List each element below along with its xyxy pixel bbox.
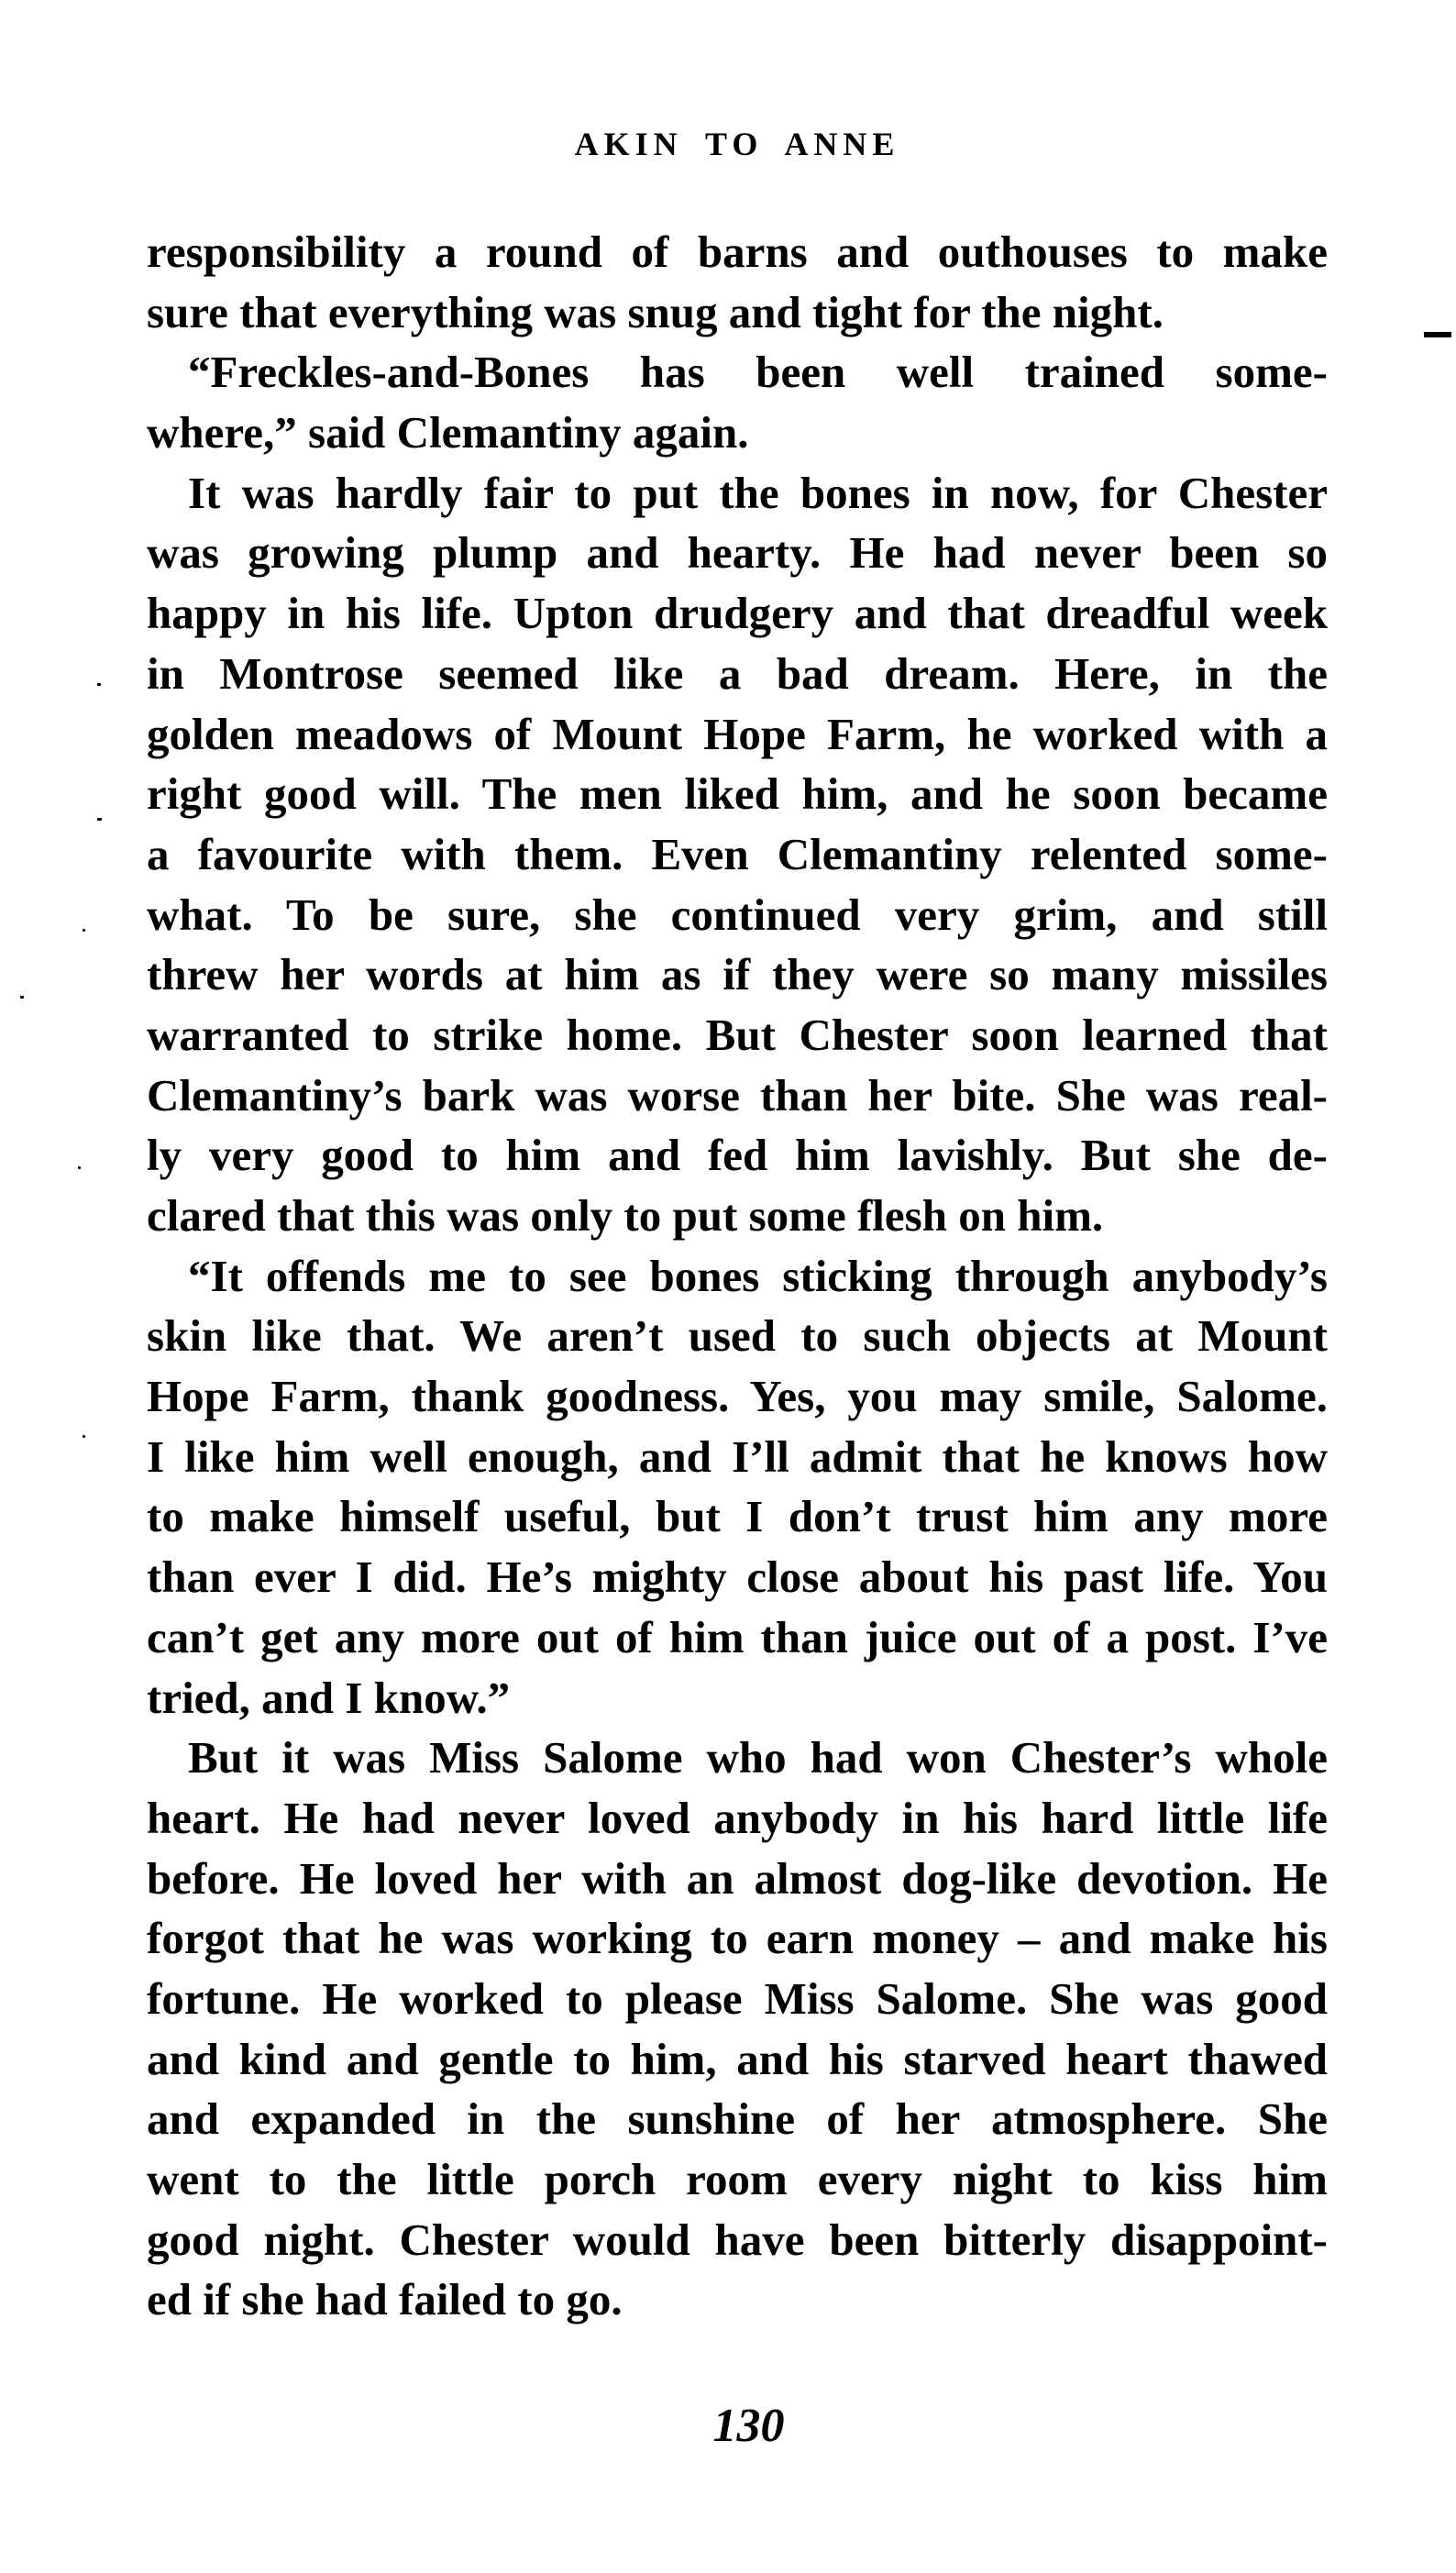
running-header: AKIN TO ANNE [574,126,900,162]
text-line: good night. Chester would have been bitterly disappoint- [147,2214,1328,2265]
scan-speck [97,683,101,686]
text-line: responsibility a round of barns and outhouses to make [147,226,1328,277]
text-line: ed if she had failed to go. [147,2274,623,2325]
text-line: threw her words at him as if they were so many missiles [147,949,1328,1000]
text-line: and kind and gentle to him, and his starved heart thawed [147,2033,1328,2084]
text-line: went to the little porch room every night to kiss him [147,2154,1328,2204]
scan-speck [78,1166,81,1169]
text-line: and expanded in the sunshine of her atmosphere. She [147,2093,1328,2145]
scan-speck [83,929,85,932]
text-line: right good will. The men liked him, and he soon became [147,768,1328,820]
text-line: what. To be sure, she continued very grim, and still [147,889,1328,940]
text-line: happy in his life. Upton drudgery and that dreadful week [147,588,1328,639]
text-line: tried, and I know.” [147,1672,511,1723]
text-line: “It offends me to see bones sticking through anybody’s [188,1250,1328,1301]
text-line: sure that everything was snug and tight for the night. [147,286,1164,337]
text-line: was growing plump and hearty. He had never been so [147,527,1328,579]
scan-speck [20,996,24,999]
text-line: fortune. He worked to please Miss Salome. She was good [147,1972,1328,2024]
text-line: in Montrose seemed like a bad dream. Here, in the [147,647,1328,699]
margin-dash-mark [1424,332,1451,337]
text-line: where,” said Clemantiny again. [147,407,749,458]
text-line: ly very good to him and fed him lavishly. But she de- [147,1130,1328,1181]
text-line: before. He loved her with an almost dog-like devotion. He [147,1852,1328,1904]
scan-speck [83,1435,85,1438]
text-line: warranted to strike home. But Chester soon learned that [147,1009,1328,1060]
page-number: 130 [712,2400,785,2452]
text-line: “Freckles-and-Bones has been well trained some- [188,347,1328,398]
text-line: forgot that he was working to earn money – and make his [147,1913,1328,1964]
body-text [147,222,1328,2330]
text-line: Hope Farm, thank goodness. Yes, you may smile, Salome. [147,1371,1328,1422]
text-line: to make himself useful, but I don’t trust him any more [147,1491,1328,1542]
text-line: It was hardly fair to put the bones in now, for Chester [188,467,1328,518]
text-line: But it was Miss Salome who had won Chester’s whole [188,1732,1328,1783]
text-line: golden meadows of Mount Hope Farm, he worked with a [147,708,1328,759]
text-line: I like him well enough, and I’ll admit that he knows how [147,1430,1328,1482]
text-line: can’t get any more out of him than juice out of a post. I’ve [147,1611,1328,1662]
scan-speck [97,818,102,821]
text-line: a favourite with them. Even Clemantiny relented some- [147,828,1328,879]
text-line: heart. He had never loved anybody in his hard little life [147,1792,1328,1843]
text-line: than ever I did. He’s mighty close about his past life. You [147,1552,1328,1603]
text-line: Clemantiny’s bark was worse than her bite. She was real- [147,1069,1328,1121]
text-line: clared that this was only to put some flesh on him. [147,1190,1104,1241]
text-line: skin like that. We aren’t used to such objects at Mount [147,1310,1328,1362]
